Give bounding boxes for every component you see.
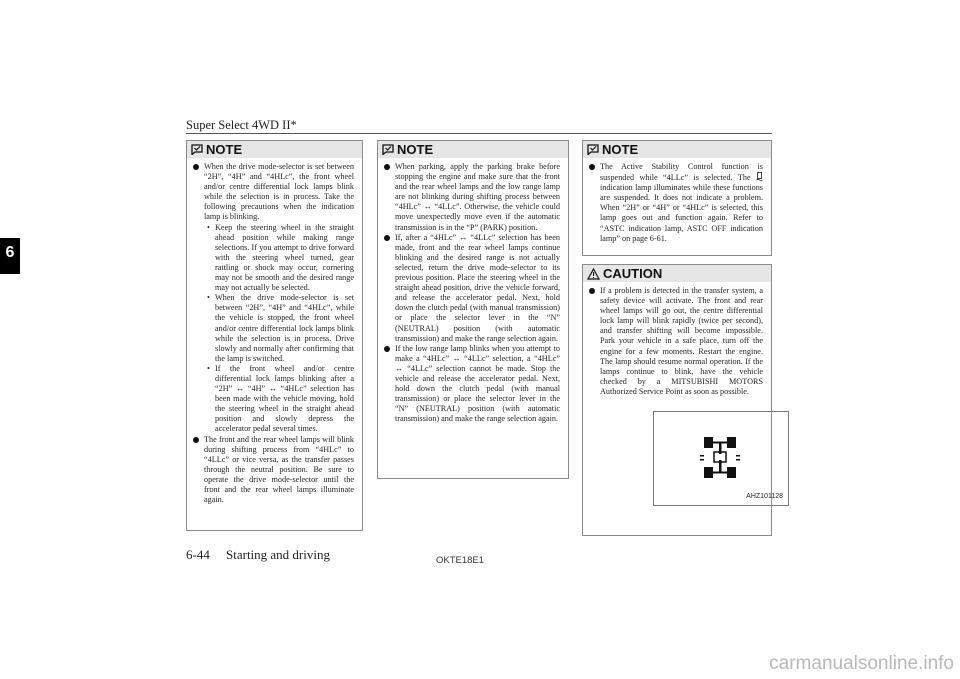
bullet-icon [193,164,199,170]
sub-item-text: When the drive mode-selector is set between “2H”, “4H” and “4HLc”, while the vehicle is stopped, the front wheel and/or centre differential lock lamps blink while the selection is in process. Drive slowly and normally after confirming that the lamp is switched. [215,293,354,363]
caution-figure [653,411,789,506]
item-text: When the drive mode-selector is set between “2H”, “4H” and “4HLc”, the front wheel and/or centre differential lock lamps blink while the selection is in process. Take the following precautions when the indication lamp is blinking. [204,162,354,222]
note-icon [587,144,599,155]
sub-item [207,293,354,364]
footer-doc-code: OKTE18E1 [436,555,485,566]
caution-header [583,265,771,282]
caution-label: CAUTION [603,266,663,281]
note-box-middle [377,140,569,479]
item-text: When parking, apply the parking brake before stopping the engine and make sure that the front and the rear wheel lamps and the low range lamp are not blinking during shifting process between “4HLc” ↔ “4LLc”. Otherwise, the vehicle could move unexpectedly move even if the automatic transmission is in the “P” (PARK) position. [395,162,560,232]
item-text: indication lamp illuminates while these functions are suspended. It does not indicate a problem. When “2H” or “4H” or “4HLc” is selected, this lamp goes out and function again. Refer to “ASTC indication lamp, ASTC OFF indication lamp” on page 6-61. [600,183,763,243]
watermark: carmanualsonline.info [769,653,954,674]
item-text: The Active Stability Control function is suspended while “4LLc” is selected. The [600,162,763,183]
note-icon [382,144,394,155]
figure-id: AHZ101128 [746,492,783,500]
sub-bullet-icon: • [207,293,210,303]
bullet-icon [384,346,390,352]
sub-bullet-icon: • [207,363,210,373]
bullet-icon [384,235,390,241]
note-body [187,158,362,509]
header-rule [186,133,772,134]
sub-item-text: Keep the steering wheel in the straight ahead position while making range selections. If you attempt to drive forward with the steering wheel turned, gear rattling or shock may occur, cornering may not be smooth and the desired range may not actually be selected. [215,222,354,293]
sub-bullet-icon: • [207,222,210,232]
chapter-number: 6 [5,244,15,261]
list-item [384,344,560,425]
astc-lamp-icon [756,172,763,181]
item-text: If, after a “4HLc” ↔ “4LLc” selection has been made, front and the rear wheel lamps continue blinking and the desired range is not actually selected, return the drive mode-selector to its previous position. Place the steering wheel in the straight ahead position, drive the vehicle forward, and release the accelerator pedal. Next, hold down the clutch pedal (with manual transmission) or place the selector lever in the “N” (NEUTRAL) position (with automatic transmission) and make the range selection again. [395,232,560,343]
item-text: If the low range lamp blinks when you attempt to make a “4HLc” ↔ “4LLc” selection, a “4HLc” ↔ “4LLc” selection cannot be made. Stop the vehicle and release the accelerator pedal. Next, hold down the clutch pedal (with manual transmission) or place the selector lever in the “N” (NEUTRAL) position (with automatic transmission) and make the range selection again. [395,343,560,424]
footer-section-title: Starting and driving [226,547,330,562]
note-label: NOTE [206,142,243,157]
sub-item-text: If the front wheel and/or centre differential lock lamps blinking after a “2H” ↔ “4H” ↔ “4HLc” selection has been made with the vehicle moving, hold the steering wheel in the straight ahead position and slowly depress the accelerator pedal several times. [215,363,354,434]
bullet-icon [589,164,595,170]
note-header [583,141,771,158]
list-item [589,162,763,244]
note-box-right [582,140,772,256]
item-text: The front and the rear wheel lamps will blink during shifting process from “4HLc” to “4LLc” or vice versa, as the transfer passes through the neutral position. Be sure to operate the drive mode-selector until the front and the rear wheel lamps illuminate again. [204,434,354,505]
bullet-icon [589,288,595,294]
note-icon [191,144,203,155]
bullet-icon [193,437,199,443]
note-header [187,141,362,158]
warning-icon [587,268,600,280]
list-item [589,286,763,397]
caution-body [583,282,783,510]
list-item [193,162,354,435]
drivetrain-warning-icon [700,434,740,482]
sub-item [207,364,354,435]
note-label: NOTE [602,142,639,157]
note-label: NOTE [397,142,434,157]
note-box-left [186,140,363,531]
note-body [378,158,568,428]
list-item [193,435,354,506]
caution-box [582,264,783,536]
list-item [384,233,560,344]
header-title: Super Select 4WD II* [186,118,297,132]
list-item [384,162,560,233]
note-header [378,141,568,158]
note-body [583,158,771,248]
bullet-icon [384,164,390,170]
footer-page-number: 6-44 [186,547,210,562]
item-text: If a problem is detected in the transfer system, a safety device will activate. The front and rear wheel lamps will go out, the centre differential lock lamp will blink rapidly (twice per second), and transfer shifting will become impossible. Park your vehicle in a safe place, turn off the engine for a few moments. Restart the engine. The lamp should resume normal operation. If the lamps continue to blink, have the vehicle checked by a MITSUBISHI MOTORS Authorized Service Point as soon as possible. [600,286,763,396]
sub-item [207,223,354,294]
